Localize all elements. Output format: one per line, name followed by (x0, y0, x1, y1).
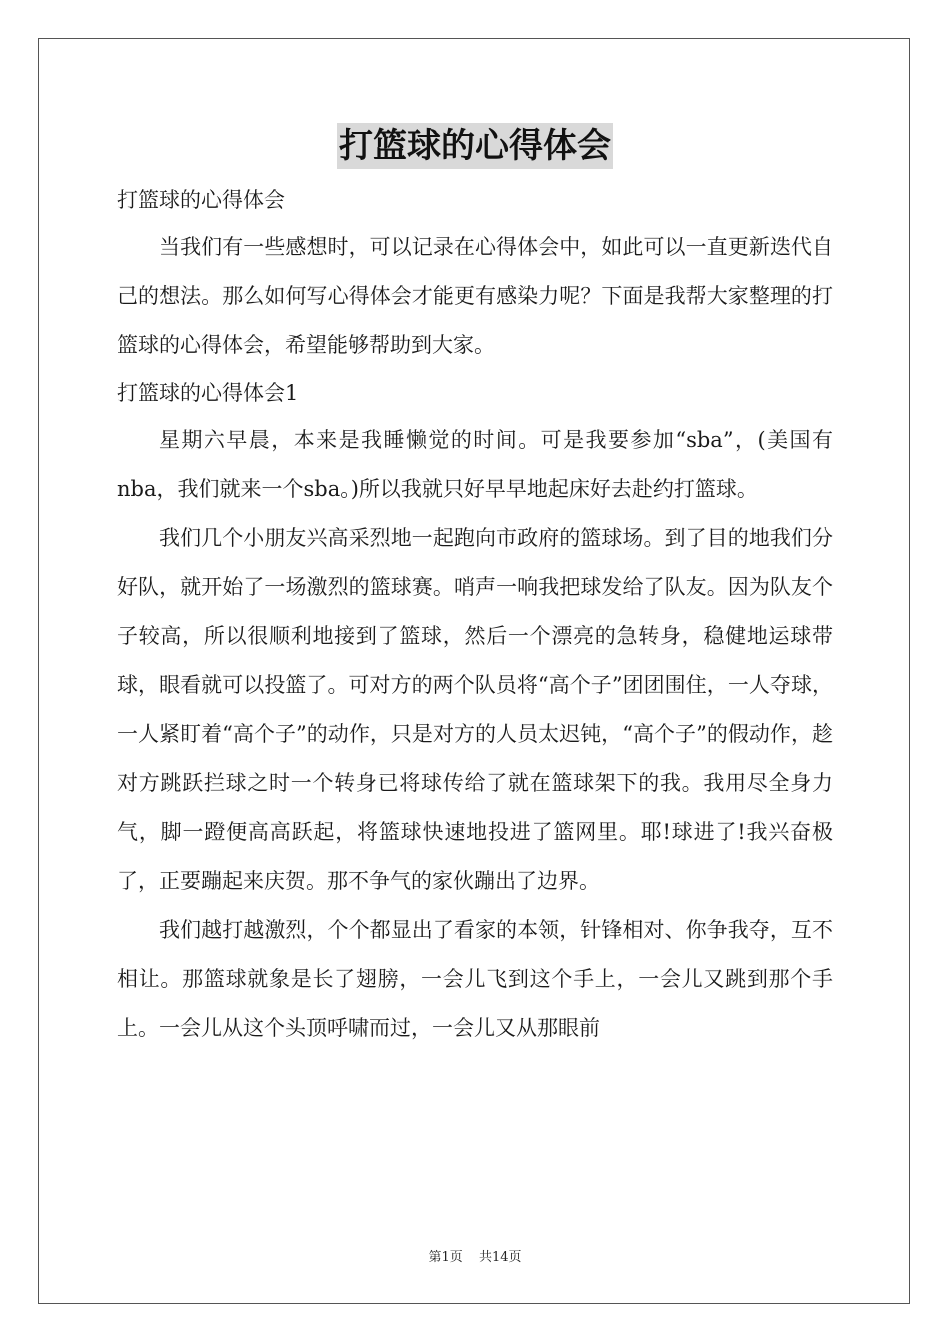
section-heading: 打篮球的心得体会1 (117, 381, 299, 405)
page-total: 共14页 (478, 1250, 522, 1265)
title-container (0, 123, 950, 169)
body-paragraph: 我们几个小朋友兴高采烈地一起跑向市政府的篮球场。到了目的地我们分好队，就开始了一场激烈的篮球赛。哨声一响我把球发给了队友。因为队友个子较高，所以很顺利地接到了篮球，然后一个漂亮的急转身，稳健地运球带球，眼看就可以投篮了。可对方的两个队员将“高个子”团团围住，一人夺球，一人紧盯着“高个子”的动作，只是对方的人员太迟钝，“高个子”的假动作，趁对方跳跃拦球之时一个转身已将球传给了就在篮球架下的我。我用尽全身力气，脚一蹬便高高跃起，将篮球快速地投进了篮网里。耶!球进了!我兴奋极了，正要蹦起来庆贺。那不争气的家伙蹦出了边界。 (117, 526, 834, 893)
body-paragraph: 当我们有一些感想时，可以记录在心得体会中，如此可以一直更新迭代自己的想法。那么如何写心得体会才能更有感染力呢？下面是我帮大家整理的打篮球的心得体会，希望能够帮助到大家。 (117, 235, 833, 357)
page-footer (0, 1246, 950, 1265)
page-number: 第1页 (428, 1250, 463, 1265)
body-paragraph: 我们越打越激烈，个个都显出了看家的本领，针锋相对、你争我夺，互不相让。那篮球就象是长了翅膀，一会儿飞到这个手上，一会儿又跳到那个手上。一会儿从这个头顶呼啸而过，一会儿又从那眼前 (117, 918, 833, 1040)
document-body (117, 177, 833, 1053)
body-paragraph: 星期六早晨，本来是我睡懒觉的时间。可是我要参加“sba”，(美国有nba，我们就来一个sba。)所以我就只好早早地起床好去赴约打篮球。 (117, 428, 833, 501)
section-heading: 打篮球的心得体会 (117, 188, 285, 212)
document-title: 打篮球的心得体会 (337, 123, 613, 169)
